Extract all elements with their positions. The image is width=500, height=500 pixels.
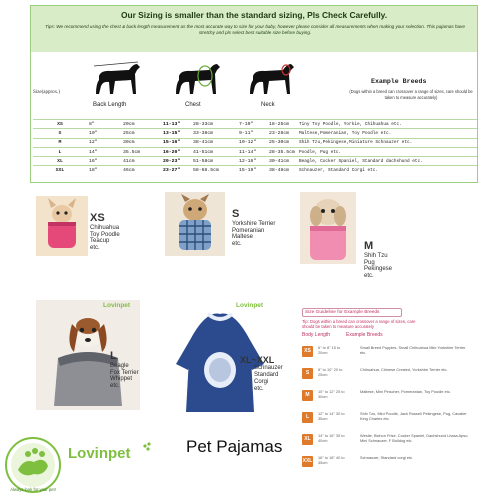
size-cell-chest-in: 13-15" — [161, 129, 191, 138]
xl-breed-2: Standard — [254, 372, 279, 379]
size-cell-size: L — [33, 147, 87, 156]
xs-size: XS — [90, 212, 105, 224]
xl-breed-3: Corgi — [254, 379, 269, 386]
size-row — [33, 120, 477, 129]
l-breed-4: etc. — [110, 383, 120, 390]
size-cell-neck-in: 7-10" — [237, 120, 267, 129]
brand-badge-logo — [4, 436, 62, 496]
size-row — [33, 129, 477, 138]
size-cell-breeds: Tiny Toy Poodle, Yorkie, Chihuahua etc. — [297, 120, 477, 129]
size-cell-size: S — [33, 129, 87, 138]
guideline-size-badge: M — [302, 390, 313, 401]
guideline-length: 10" to 12" 25 to 30cm — [318, 389, 345, 399]
xl-size: XL~XXL — [240, 355, 275, 365]
chest-dog-icon — [171, 56, 223, 106]
size-cell-back-cm: 25cm — [121, 129, 161, 138]
size-cell-size: M — [33, 138, 87, 147]
size-cell-chest-cm: 51-58cm — [191, 157, 237, 166]
size-cell-neck-in: 15-19" — [237, 166, 267, 175]
guideline-breeds: Shih Tzu, Mini Poodle, Jack Russell Pekingese, Pug, Cavalier King Charles etc. — [360, 411, 467, 421]
l-photo-brand: Lovinpet — [103, 302, 131, 309]
guideline-title: Size Guideline for Example Breeds — [302, 308, 402, 317]
size-cell-back-cm: 35.5cm — [121, 147, 161, 156]
m-caption — [364, 240, 392, 280]
size-cell-chest-cm: 38-41cm — [191, 138, 237, 147]
example-breeds-note: (Dogs within a breed can crossover a range of sizes, care should be taken to measure accurately) — [349, 89, 473, 101]
xl-breed-1: Schnauzer — [254, 365, 283, 372]
size-cell-back-in: 8" — [87, 120, 121, 129]
size-chart-title: Our Sizing is smaller than the standard sizing, Pls Check Carefully. — [120, 10, 388, 20]
brand-name-logo — [66, 440, 152, 466]
size-approx-label: Size(approx.) — [33, 90, 61, 95]
brand-badge-text: Always look for your pet! — [10, 487, 56, 492]
back-length-dog-icon — [91, 56, 143, 106]
xs-breed-1: Chihuahua — [90, 224, 120, 231]
l-breed-1: Beagle — [110, 362, 129, 369]
xs-breed-3: Teacup — [90, 238, 110, 245]
s-breed-3: Maltese — [232, 234, 254, 241]
neck-dog-icon — [245, 56, 297, 106]
guideline-length: 6" to 8" 15 to 20cm — [318, 345, 341, 355]
size-cell-breeds: Poodle, Pug etc. — [297, 147, 477, 156]
guideline-length: 8" to 10" 20 to 25cm — [318, 367, 343, 377]
size-cell-neck-cm: 25-30cm — [267, 138, 297, 147]
size-cell-chest-cm: 58-68.5cm — [191, 166, 237, 175]
size-cell-neck-cm: 23-28cm — [267, 129, 297, 138]
size-cell-neck-cm: 28-35.5cm — [267, 147, 297, 156]
size-cell-neck-in: 11-14" — [237, 147, 267, 156]
guideline-size-badge: XL — [302, 434, 313, 445]
size-cell-breeds: Beagle, Cocker Spaniel, Standard dachshund etc. — [297, 157, 477, 166]
size-cell-chest-cm: 41-51cm — [191, 147, 237, 156]
xs-breed-2: Toy Poodle — [90, 231, 120, 238]
guideline-size-badge: S — [302, 368, 313, 379]
size-cell-neck-cm: 18-25cm — [267, 120, 297, 129]
size-cell-chest-in: 16-20" — [161, 147, 191, 156]
m-breed-4: etc. — [364, 273, 374, 280]
guideline-breeds: Small Breed Puppies, Small Chihuahua Mini Yorkshire Terrier etc. — [360, 345, 466, 355]
guideline-length: 14" to 16" 35 to 40cm — [318, 433, 345, 443]
brand-name-text: Lovinpet — [68, 445, 131, 462]
l-breed-3: Whippet — [110, 376, 133, 383]
guideline-length: 12" to 14" 30 to 35cm — [318, 411, 345, 421]
size-cell-breeds: Maltese,Pomeranian, Toy Poodle etc. — [297, 129, 477, 138]
size-chart-tips: Tips: We recommend using the chest & back length measurement as the most accurate way to size for your baby, however please consider all measurements when making your selection. This pajamas have stretchy and pls select best suitable size before buying. — [45, 24, 465, 35]
back-length-label: Back Length — [93, 102, 127, 108]
size-cell-neck-cm: 38-48cm — [267, 166, 297, 175]
guideline-row — [302, 454, 472, 474]
xs-dog-photo — [36, 196, 88, 256]
guideline-size-badge: XS — [302, 346, 313, 357]
guideline-size-badge: XXL — [302, 456, 313, 467]
guideline-tip: Tip: Dogs within a breed can crossover a range of sizes, care should be taken to measure accurately — [302, 319, 416, 329]
size-row — [33, 147, 477, 156]
m-breed-3: Pekingese — [364, 266, 393, 273]
l-caption — [110, 350, 139, 390]
size-cell-neck-in: 10-12" — [237, 138, 267, 147]
size-cell-chest-cm: 33-38cm — [191, 129, 237, 138]
l-size: L — [110, 350, 117, 362]
size-guideline-card — [300, 300, 472, 478]
guideline-size-badge: L — [302, 412, 313, 423]
size-cell-back-cm: 41cm — [121, 157, 161, 166]
guideline-col-length: Body Length — [302, 332, 331, 338]
size-cell-back-cm: 30cm — [121, 138, 161, 147]
m-size: M — [364, 240, 374, 252]
guideline-length: 16" to 18" 40 to 45cm — [318, 455, 345, 465]
xl-caption — [240, 355, 283, 393]
guideline-row — [302, 388, 472, 408]
size-cell-back-in: 14" — [87, 147, 121, 156]
s-size: S — [232, 208, 240, 220]
product-title: Pet Pajamas — [186, 437, 283, 456]
xl-photo-brand: Lovinpet — [236, 302, 264, 309]
size-row — [33, 138, 477, 147]
guideline-breeds: Schnauzer, Standard corgi etc. — [360, 455, 414, 460]
size-cell-chest-in: 23-27" — [161, 166, 191, 175]
m-breed-1: Shih Tzu — [364, 252, 388, 259]
guideline-row — [302, 344, 472, 364]
size-row — [33, 157, 477, 166]
example-breeds-title: Example Breeds — [371, 78, 427, 85]
size-cell-breeds: Shih Tzu,Pekingese,Miniature Schnauzer etc. — [297, 138, 477, 147]
m-breed-2: Pug — [364, 259, 375, 266]
guideline-row — [302, 410, 472, 430]
size-cell-size: XXL — [33, 166, 87, 175]
size-cell-back-in: 18" — [87, 166, 121, 175]
neck-label: Neck — [261, 102, 275, 108]
guideline-col-breeds: Example Breeds — [346, 332, 383, 338]
size-row — [33, 166, 477, 175]
guideline-row — [302, 366, 472, 386]
guideline-breeds: Chihuahua, Chinese Crested, Yorkshire Terrier etc. — [360, 367, 448, 372]
size-cell-chest-in: 11-13" — [161, 120, 191, 129]
s-dog-photo — [165, 192, 225, 256]
xs-breed-4: etc. — [90, 245, 100, 252]
size-table — [33, 119, 477, 175]
m-dog-photo — [300, 192, 356, 264]
size-cell-size: XL — [33, 157, 87, 166]
s-breed-1: Yorkshire Terrier — [232, 220, 276, 227]
size-cell-neck-cm: 30-41cm — [267, 157, 297, 166]
size-cell-chest-in: 20-23" — [161, 157, 191, 166]
s-breed-2: Pomeranian — [232, 227, 265, 234]
s-breed-4: etc. — [232, 241, 242, 248]
size-chart-header — [31, 6, 477, 52]
guideline-breeds: Westie, Bichon Frise, Cocker Spaniel, Dachshund Lhasa Apso, Mini Schnauzer, F Bulldog etc. — [360, 433, 469, 443]
size-cell-neck-in: 12-16" — [237, 157, 267, 166]
size-cell-back-in: 10" — [87, 129, 121, 138]
size-cell-back-in: 12" — [87, 138, 121, 147]
guideline-row — [302, 432, 472, 452]
size-cell-back-cm: 20cm — [121, 120, 161, 129]
xs-caption — [90, 212, 120, 252]
size-cell-chest-in: 15-16" — [161, 138, 191, 147]
size-cell-size: XS — [33, 120, 87, 129]
s-caption — [232, 208, 275, 248]
l-breed-2: Fox Terrier — [110, 369, 139, 376]
size-cell-chest-cm: 28-33cm — [191, 120, 237, 129]
xl-breed-4: etc. — [254, 386, 264, 393]
size-chart — [30, 5, 478, 183]
size-cell-back-in: 16" — [87, 157, 121, 166]
size-cell-breeds: Schnauzer, Standard Corgi etc. — [297, 166, 477, 175]
chest-label: Chest — [185, 102, 201, 108]
size-cell-back-cm: 46cm — [121, 166, 161, 175]
size-cell-neck-in: 9-11" — [237, 129, 267, 138]
guideline-breeds: Maltese, Mini Pinscher, Pomeranian, Toy Poodle etc. — [360, 389, 451, 394]
